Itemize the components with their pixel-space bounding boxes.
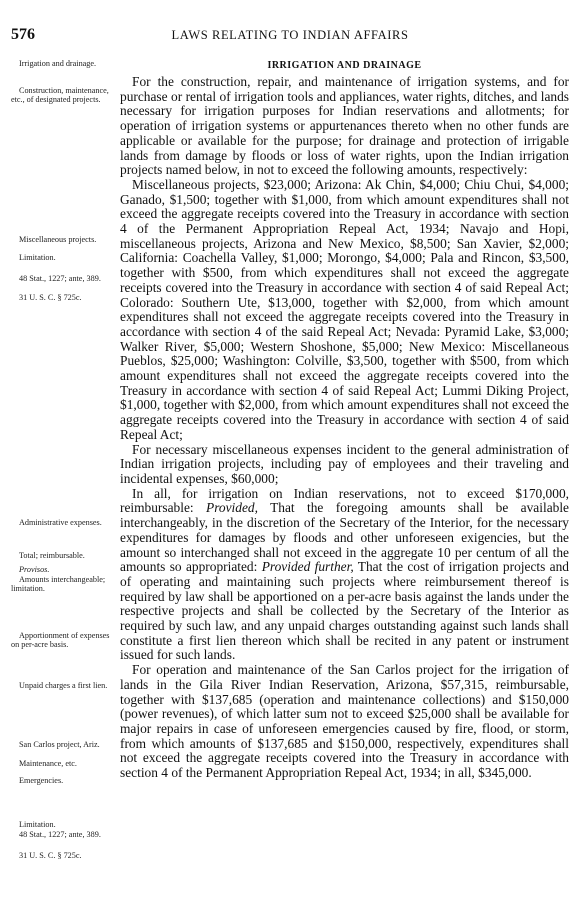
margin-note-construction: Construction, maintenance, etc., of designated projects. (11, 86, 109, 105)
margin-note-amounts: Amounts interchangeable; limitation. (11, 575, 106, 594)
margin-note-usc-2: 31 U. S. C. § 725c. (19, 851, 82, 860)
paragraph-construction: For the construction, repair, and maintenance of irrigation systems, and for purchase or rental of irrigation tools and appliances, water rights, ditches, and lands necessary for irrigation purposes for Indian reservations and allotments; for operation of irrigation systems or appurtenances thereto when no other funds are applicable or available for the purpose; for drainage and protection of irrigable lands from damage by floods or loss of water rights, upon the Indian irrigation projects named below, in not to exceed the following amounts, respectively: (120, 74, 569, 178)
section-heading: IRRIGATION AND DRAINAGE (267, 60, 422, 71)
paragraph-admin-expenses: For necessary miscellaneous expenses incident to the general administration of Indian irrigation projects, including pay of employees and their traveling and incidental expenses, $60,000; (120, 441, 569, 486)
margin-note-provisos: Provisos. (19, 565, 50, 574)
margin-note-irrigation: Irrigation and drainage. (19, 59, 97, 68)
page-number: 576 (11, 26, 35, 43)
paragraph-san-carlos: For operation and maintenance of the San Carlos project for the irrigation of lands in the Gila River Indian Reservation, Arizona, $57,315, reimbursable, together with $137,685 (operation and maintenance collections) and $150,000 (power revenues), of which latter sum not to exceed $25,000 shall be available for major repairs in case of unforeseen emergencies caused by fire, flood, or storm, from which amounts of $137,685 and $150,000, respectively, expenditures shall not exceed the aggregate receipts covered into the Treasury in accordance with section 4 of the Permanent Appropriation Repeal Act, 1934; in all, $345,000. (120, 662, 569, 781)
margin-note-unpaid: Unpaid charges a first lien. (19, 681, 108, 690)
paragraph-misc-projects: Miscellaneous projects, $23,000; Arizona: Ak Chin, $4,000; Chiu Chui, $4,000; Ganado, $1,500; together with $1,000, from which amount expenditures shall not exceed the aggregate receipts covered into the Treasury in accordance with section 4 of the Permanent Appropriation Repeal Act, 1934; Navajo and Hopi, miscellaneous projects, Arizona and New Mexico, $8,500; San Xavier, $2,000; California: Coachella Valley, $1,000; Morongo, $4,000; Pala and Rincon, $3,500, together with $500, from which expenditures shall not exceed the aggregate receipts covered into the Treasury in accordance with section 4 of said Repeal Act; Colorado: Southern Ute, $13,000, together with $2,000, from which amount expenditures shall not exceed the aggregate receipts covered into the Treasury in accordance with section 4 of the said Repeal Act; Nevada: Pyramid Lake, $3,000; Walker River, $5,000; Western Shoshone, $5,000; New Mexico: Miscellaneous Pueblos, $25,000; Washington: Colville, $3,500, together with $500, from which amount expenditures shall not exceed the aggregate receipts covered into the Treasury in accordance with section 4 of said Repeal Act; Lummi Diking Project, $1,000, together with $2,000, from which amount expenditures shall not exceed the aggregate receipts covered into the Treasury in accordance with section 4 of said Repeal Act; (120, 176, 569, 442)
paragraph-in-all: In all, for irrigation on Indian reservations, not to exceed $170,000, reimbursable: Provided, That the foregoing amounts shall be available interchangeably, in the discretion of the Secretary of the Interior, for the necessary expenditures for damages by floods and other unforeseen exigencies, but the amount so interchanged shall not exceed in the aggregate 10 per centum of all the amounts so appropriated: Provided further, That the cost of irrigation projects and of operating and maintaining such projects where reimbursement thereof is required by law shall be apportioned on a per-acre basis against the lands under the respective projects and shall be collected by the Secretary of the Interior as required by such law, and any unpaid charges outstanding against such lands shall constitute a first lien thereon which shall be recited in any patent or instrument issued for such lands. (120, 485, 569, 663)
margin-note-total: Total; reimbursable. (19, 551, 85, 560)
margin-note-apportionment: Apportionment of expenses on per-acre basis. (11, 631, 110, 650)
margin-note-emergencies: Emergencies. (19, 776, 64, 785)
margin-note-limitation-2: Limitation. (19, 820, 56, 829)
margin-note-misc-projects: Miscellaneous projects. (19, 235, 97, 244)
margin-note-limitation: Limitation. (19, 253, 56, 262)
body-text (120, 75, 569, 781)
margin-note-statute-2: 48 Stat., 1227; ante, 389. (19, 830, 101, 839)
margin-note-admin: Administrative expenses. (19, 518, 102, 527)
margin-note-statute: 48 Stat., 1227; ante, 389. (19, 274, 101, 283)
page-header (11, 26, 569, 46)
margin-note-usc: 31 U. S. C. § 725c. (19, 293, 82, 302)
margin-note-san-carlos: San Carlos project, Ariz. (19, 740, 100, 749)
running-head: LAWS RELATING TO INDIAN AFFAIRS (171, 28, 409, 42)
margin-note-maintenance: Maintenance, etc. (19, 759, 77, 768)
